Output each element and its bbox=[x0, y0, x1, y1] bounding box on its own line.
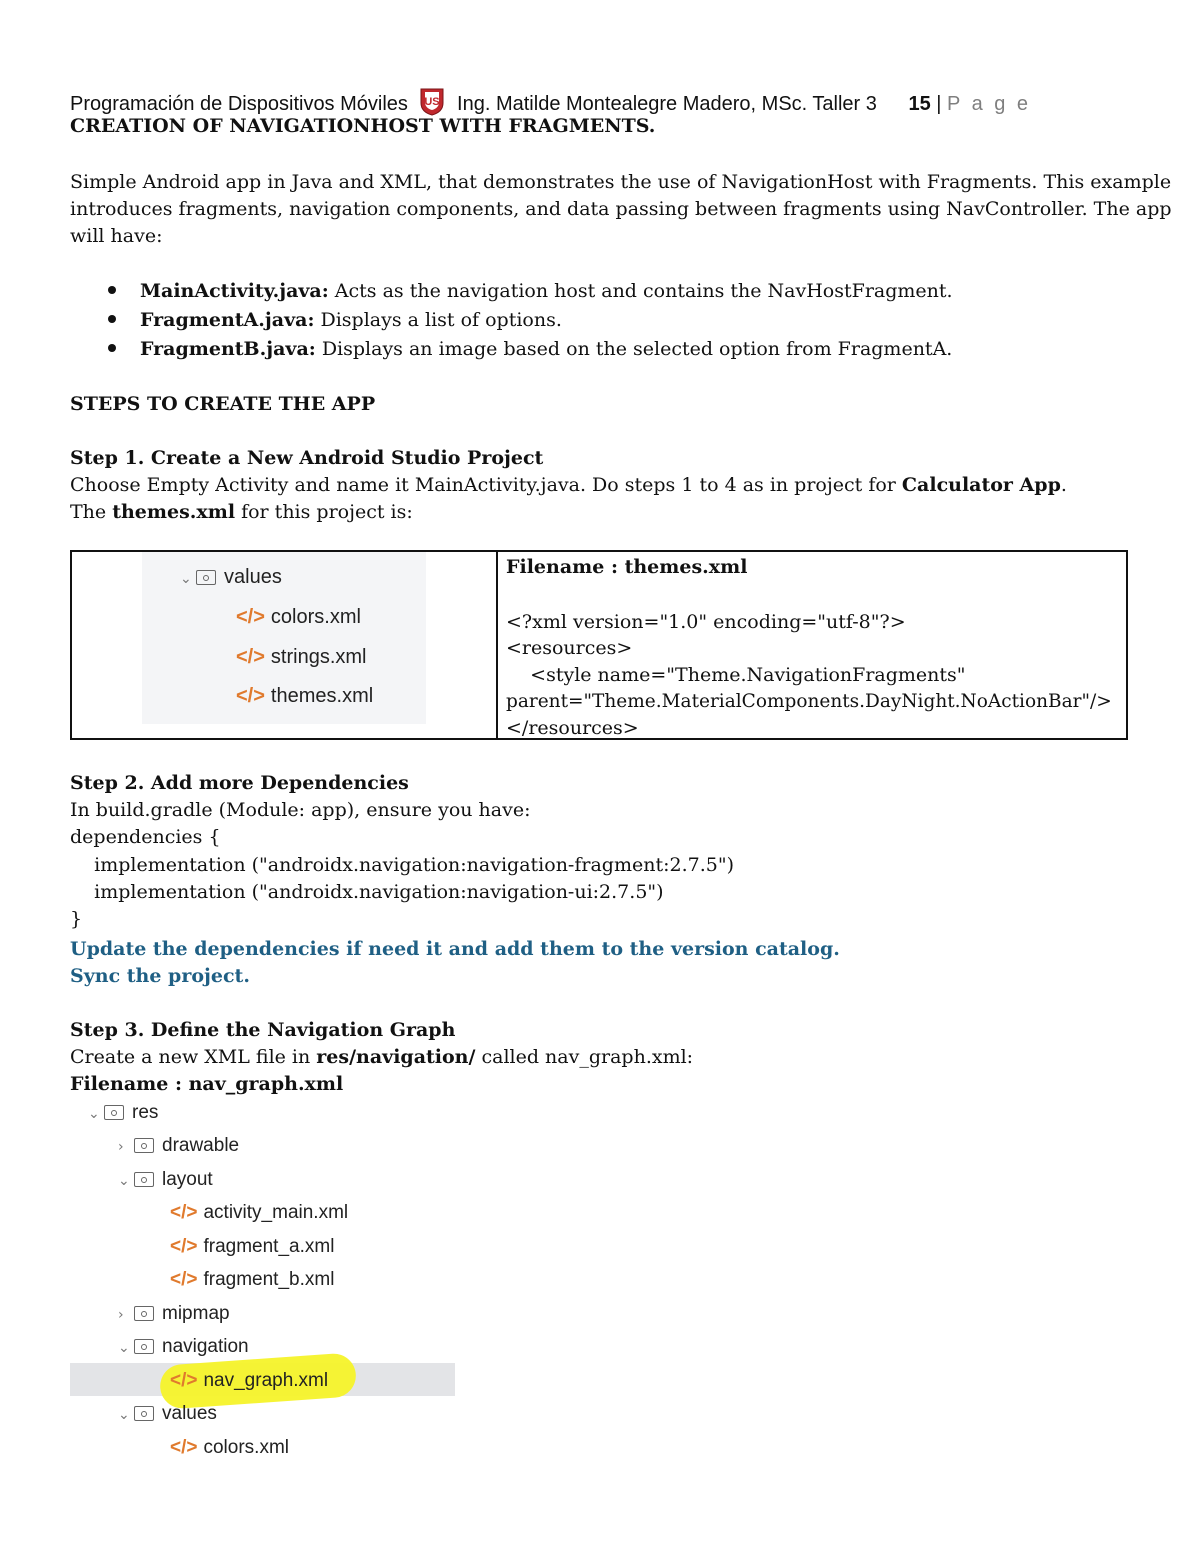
code-line: <style name="Theme.NavigationFragments" bbox=[506, 664, 966, 686]
folder-icon bbox=[134, 1172, 154, 1187]
xml-file-icon: </> bbox=[236, 685, 265, 707]
page-number: 15 bbox=[908, 93, 931, 115]
table-divider bbox=[496, 552, 498, 738]
tree-file: </> themes.xml bbox=[236, 685, 374, 707]
chevron-down-icon: ⌄ bbox=[180, 571, 192, 587]
page-separator: | bbox=[936, 93, 942, 115]
code-line: </resources> bbox=[506, 717, 639, 739]
values-tree-screenshot bbox=[142, 552, 426, 724]
header-course: Programación de Dispositivos Móviles bbox=[70, 93, 408, 115]
chevron-down-icon: ⌄ bbox=[118, 1340, 130, 1356]
tree-folder-mipmap: › mipmap bbox=[118, 1303, 230, 1324]
tree-file: </> activity_main.xml bbox=[170, 1202, 349, 1223]
code-line: parent="Theme.MaterialComponents.DayNight.NoActionBar"/> bbox=[506, 691, 1112, 712]
tree-folder-values: ⌄ values bbox=[180, 566, 282, 588]
bullet-dot-icon bbox=[108, 315, 116, 323]
bullet-item: FragmentA.java: Displays a list of options. bbox=[108, 309, 562, 331]
step2-line-1: In build.gradle (Module: app), ensure you have: bbox=[70, 799, 531, 821]
university-logo-icon bbox=[417, 86, 447, 116]
table-filename-label: Filename : themes.xml bbox=[506, 556, 748, 578]
step3-heading: Step 3. Define the Navigation Graph bbox=[70, 1019, 456, 1041]
code-line: implementation ("androidx.navigation:navigation-ui:2.7.5") bbox=[70, 881, 664, 903]
xml-file-icon: </> bbox=[236, 606, 265, 628]
tree-folder-values: ⌄ values bbox=[118, 1403, 217, 1424]
xml-file-icon: </> bbox=[170, 1437, 198, 1458]
bullet-dot-icon bbox=[108, 286, 116, 294]
step2-note-1: Update the dependencies if need it and add them to the version catalog. bbox=[70, 938, 840, 960]
page-label: P a g e bbox=[947, 93, 1032, 115]
tree-folder-navigation: ⌄ navigation bbox=[118, 1336, 249, 1357]
step1-heading: Step 1. Create a New Android Studio Project bbox=[70, 447, 544, 469]
resource-folder-icon bbox=[104, 1105, 124, 1120]
chevron-down-icon: ⌄ bbox=[118, 1173, 130, 1189]
intro-line-1: Simple Android app in Java and XML, that demonstrates the use of NavigationHost with Fragments. This example bbox=[70, 171, 1172, 193]
chevron-right-icon: › bbox=[118, 1139, 124, 1155]
chevron-down-icon: ⌄ bbox=[88, 1106, 100, 1122]
bullet-dot-icon bbox=[108, 344, 116, 352]
tree-file: </> strings.xml bbox=[236, 646, 367, 668]
tree-file-nav-graph: </> nav_graph.xml bbox=[170, 1370, 329, 1391]
bullet-item: MainActivity.java: Acts as the navigation host and contains the NavHostFragment. bbox=[108, 280, 953, 302]
tree-folder-drawable: › drawable bbox=[118, 1135, 240, 1156]
page-header bbox=[70, 86, 1031, 116]
code-line: implementation ("androidx.navigation:navigation-fragment:2.7.5") bbox=[70, 854, 734, 876]
steps-heading: STEPS TO CREATE THE APP bbox=[70, 393, 376, 415]
tree-file: </> colors.xml bbox=[170, 1437, 289, 1458]
xml-file-icon: </> bbox=[236, 646, 265, 668]
bullet-item: FragmentB.java: Displays an image based on the selected option from FragmentA. bbox=[108, 338, 952, 360]
folder-icon bbox=[134, 1339, 154, 1354]
intro-line-2: introduces fragments, navigation components, and data passing between fragments using NavController. The app bbox=[70, 198, 1172, 220]
tree-folder-res: ⌄ res bbox=[88, 1102, 159, 1123]
step2-heading: Step 2. Add more Dependencies bbox=[70, 772, 409, 794]
tree-folder-layout: ⌄ layout bbox=[118, 1169, 213, 1190]
document-title: CREATION OF NAVIGATIONHOST WITH FRAGMENTS. bbox=[70, 115, 656, 137]
tree-file: </> fragment_a.xml bbox=[170, 1236, 335, 1257]
code-line: } bbox=[70, 908, 83, 930]
res-tree-screenshot bbox=[70, 1097, 455, 1459]
code-line: <resources> bbox=[506, 637, 633, 659]
xml-file-icon: </> bbox=[170, 1269, 198, 1290]
xml-file-icon: </> bbox=[170, 1236, 198, 1257]
code-line: <?xml version="1.0" encoding="utf-8"?> bbox=[506, 611, 906, 633]
step2-note-2: Sync the project. bbox=[70, 965, 250, 987]
chevron-down-icon: ⌄ bbox=[118, 1407, 130, 1423]
step1-line-1: Choose Empty Activity and name it MainActivity.java. Do steps 1 to 4 as in project for Calculator App. bbox=[70, 474, 1067, 496]
xml-file-icon: </> bbox=[170, 1370, 198, 1391]
tree-file: </> colors.xml bbox=[236, 606, 361, 628]
folder-icon bbox=[134, 1406, 154, 1421]
tree-file: </> fragment_b.xml bbox=[170, 1269, 335, 1290]
svg-text:US: US bbox=[424, 96, 441, 108]
folder-icon bbox=[134, 1138, 154, 1153]
step1-line-2: The themes.xml for this project is: bbox=[70, 501, 413, 523]
header-author: Ing. Matilde Montealegre Madero, MSc. Taller 3 bbox=[457, 93, 877, 115]
step3-filename-label: Filename : nav_graph.xml bbox=[70, 1073, 344, 1095]
folder-icon bbox=[134, 1306, 154, 1321]
xml-file-icon: </> bbox=[170, 1202, 198, 1223]
intro-line-3: will have: bbox=[70, 225, 163, 247]
folder-icon bbox=[196, 570, 216, 585]
code-line: dependencies { bbox=[70, 826, 221, 848]
step3-line-1: Create a new XML file in res/navigation/ called nav_graph.xml: bbox=[70, 1046, 694, 1068]
chevron-right-icon: › bbox=[118, 1307, 124, 1323]
themes-table bbox=[70, 550, 1128, 740]
